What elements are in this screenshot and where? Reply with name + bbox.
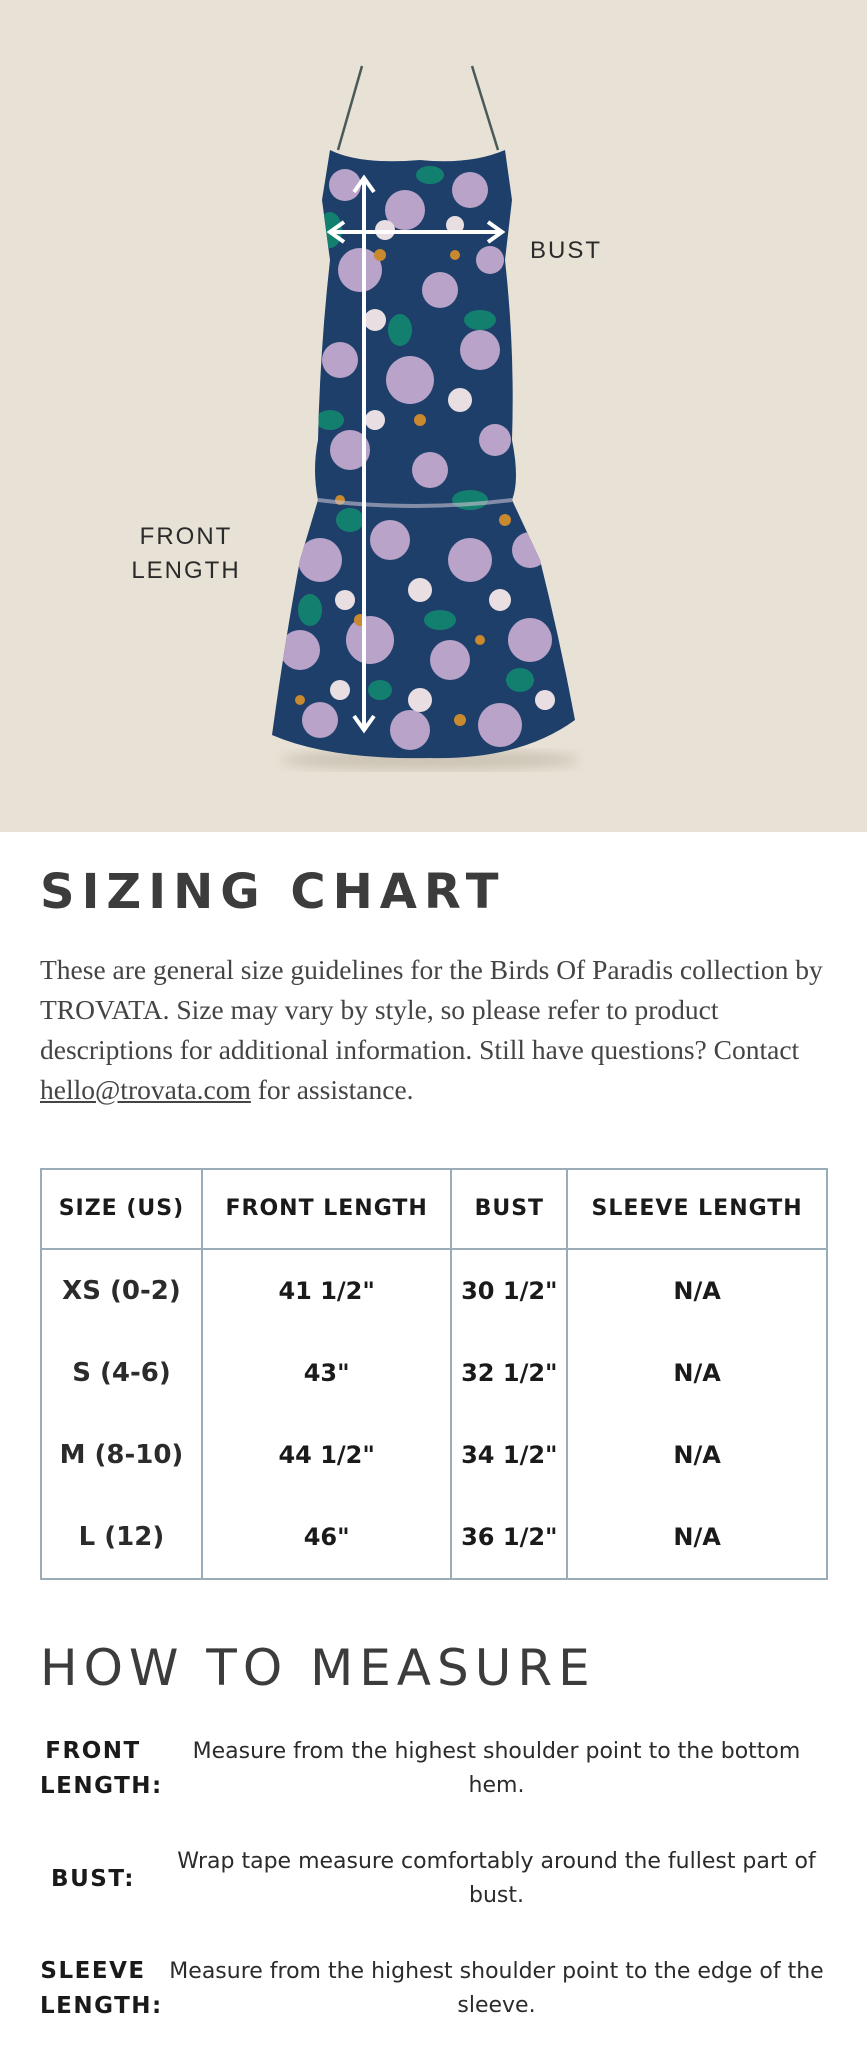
front-length-label: FRONT LENGTH [131,523,241,584]
intro-paragraph [40,950,827,1110]
intro-text: These are general size guidelines for the Birds Of Paradis collection by TROVATA. Size may vary by style, so please refer to product descriptions for additional information. Still have questions? Contact [40,954,823,1065]
measure-item-front-length [40,1734,827,1804]
size-cell: XS (0-2) [41,1249,202,1332]
size-table [40,1168,828,1580]
header-size: SIZE (US) [41,1169,202,1249]
measure-label: SLEEVE LENGTH: [40,1958,163,2019]
measure-description: Measure from the highest shoulder point to the edge of the sleeve. [169,1959,824,2018]
table-header-row [41,1169,827,1249]
measure-label: BUST: [51,1865,135,1892]
sleeve-length-cell: N/A [567,1332,827,1414]
bust-label: BUST [530,237,603,264]
bust-cell: 30 1/2" [451,1249,567,1332]
header-sleeve-length: SLEEVE LENGTH [567,1169,827,1249]
measure-description: Measure from the highest shoulder point to the bottom hem. [192,1739,801,1798]
bust-cell: 36 1/2" [451,1496,567,1579]
sizing-content [0,862,867,2024]
front-length-cell: 41 1/2" [202,1249,452,1332]
table-row [41,1249,827,1332]
contact-email-link[interactable]: hello@trovata.com [40,1074,251,1105]
measure-label: FRONT LENGTH: [40,1738,163,1799]
front-length-cell: 44 1/2" [202,1414,452,1496]
intro-suffix: for assistance. [250,1074,414,1105]
measure-description: Wrap tape measure comfortably around the fullest part of bust. [177,1849,816,1908]
how-to-measure-title: HOW TO MEASURE [40,1639,596,1697]
front-length-cell: 46" [202,1496,452,1579]
size-cell: S (4-6) [41,1332,202,1414]
header-bust: BUST [451,1169,567,1249]
sizing-chart-title: SIZING CHART [40,864,506,920]
dress-illustration [0,0,867,832]
size-cell: M (8-10) [41,1414,202,1496]
table-row [41,1332,827,1414]
sleeve-length-cell: N/A [567,1249,827,1332]
table-row [41,1414,827,1496]
size-cell: L (12) [41,1496,202,1579]
bust-cell: 32 1/2" [451,1332,567,1414]
sleeve-length-cell: N/A [567,1414,827,1496]
product-measurement-image [0,0,867,832]
measure-item-bust [40,1844,827,1914]
bust-cell: 34 1/2" [451,1414,567,1496]
measure-item-sleeve-length [40,1954,827,2024]
header-front-length: FRONT LENGTH [202,1169,452,1249]
front-length-cell: 43" [202,1332,452,1414]
sleeve-length-cell: N/A [567,1496,827,1579]
table-row [41,1496,827,1579]
